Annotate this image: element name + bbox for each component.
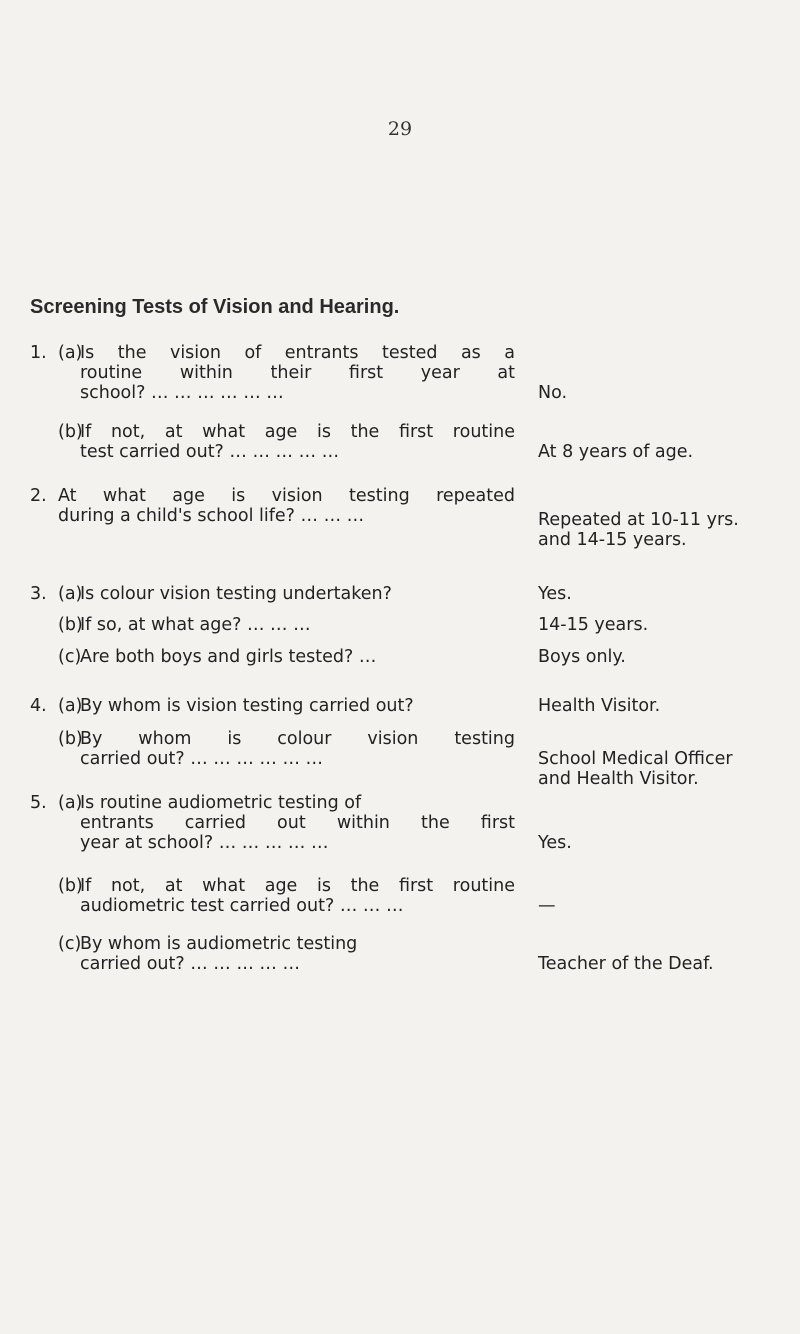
question-number: 4. — [30, 696, 47, 716]
answer-text: Boys only. — [538, 647, 626, 667]
answer-text: Yes. — [538, 584, 572, 604]
question-text: Is routine audiometric testing of entrants carried out within the first year at school? … … … … … — [80, 793, 515, 853]
page-number: 29 — [387, 118, 413, 140]
page-title: Screening Tests of Vision and Hearing. — [30, 296, 400, 318]
answer-text: Teacher of the Deaf. — [538, 954, 714, 974]
answer-text: Repeated at 10-11 yrs. and 14-15 years. — [538, 510, 739, 550]
answer-text: 14-15 years. — [538, 615, 649, 635]
answer-text: School Medical Officer and Health Visitor. — [538, 749, 733, 789]
question-text: If so, at what age? … … … — [80, 615, 311, 635]
question-text: If not, at what age is the first routine test carried out? … … … … … — [80, 422, 515, 462]
sub-label: (a) — [58, 793, 83, 813]
question-number: 5. — [30, 793, 47, 813]
sub-label: (a) — [58, 584, 83, 604]
question-number: 1. — [30, 343, 47, 363]
question-text: By whom is audiometric testing carried out? … … … … … — [80, 934, 358, 974]
question-text: Are both boys and girls tested? … — [80, 647, 377, 667]
answer-text: Health Visitor. — [538, 696, 661, 716]
sub-label: (a) — [58, 696, 83, 716]
question-text: Is colour vision testing undertaken? — [80, 584, 392, 604]
question-text: By whom is colour vision testing carried out? … … … … … … — [80, 729, 515, 769]
sub-label: (a) — [58, 343, 83, 363]
sub-label: (b) — [58, 729, 83, 749]
question-text: By whom is vision testing carried out? — [80, 696, 414, 716]
sub-label: (b) — [58, 422, 83, 442]
sub-label: (c) — [58, 934, 82, 954]
question-text: If not, at what age is the first routine audiometric test carried out? … … … — [80, 876, 515, 916]
answer-text: — — [538, 896, 556, 916]
answer-text: At 8 years of age. — [538, 442, 694, 462]
question-number: 3. — [30, 584, 47, 604]
sub-label: (c) — [58, 647, 82, 667]
answer-text: Yes. — [538, 833, 572, 853]
answer-text: No. — [538, 383, 568, 403]
question-number: 2. — [30, 486, 47, 506]
question-text: At what age is vision testing repeated during a child's school life? … … … — [58, 486, 515, 526]
sub-label: (b) — [58, 615, 83, 635]
question-text: Is the vision of entrants tested as a routine within their first year at school? … … … … … … — [80, 343, 515, 403]
sub-label: (b) — [58, 876, 83, 896]
